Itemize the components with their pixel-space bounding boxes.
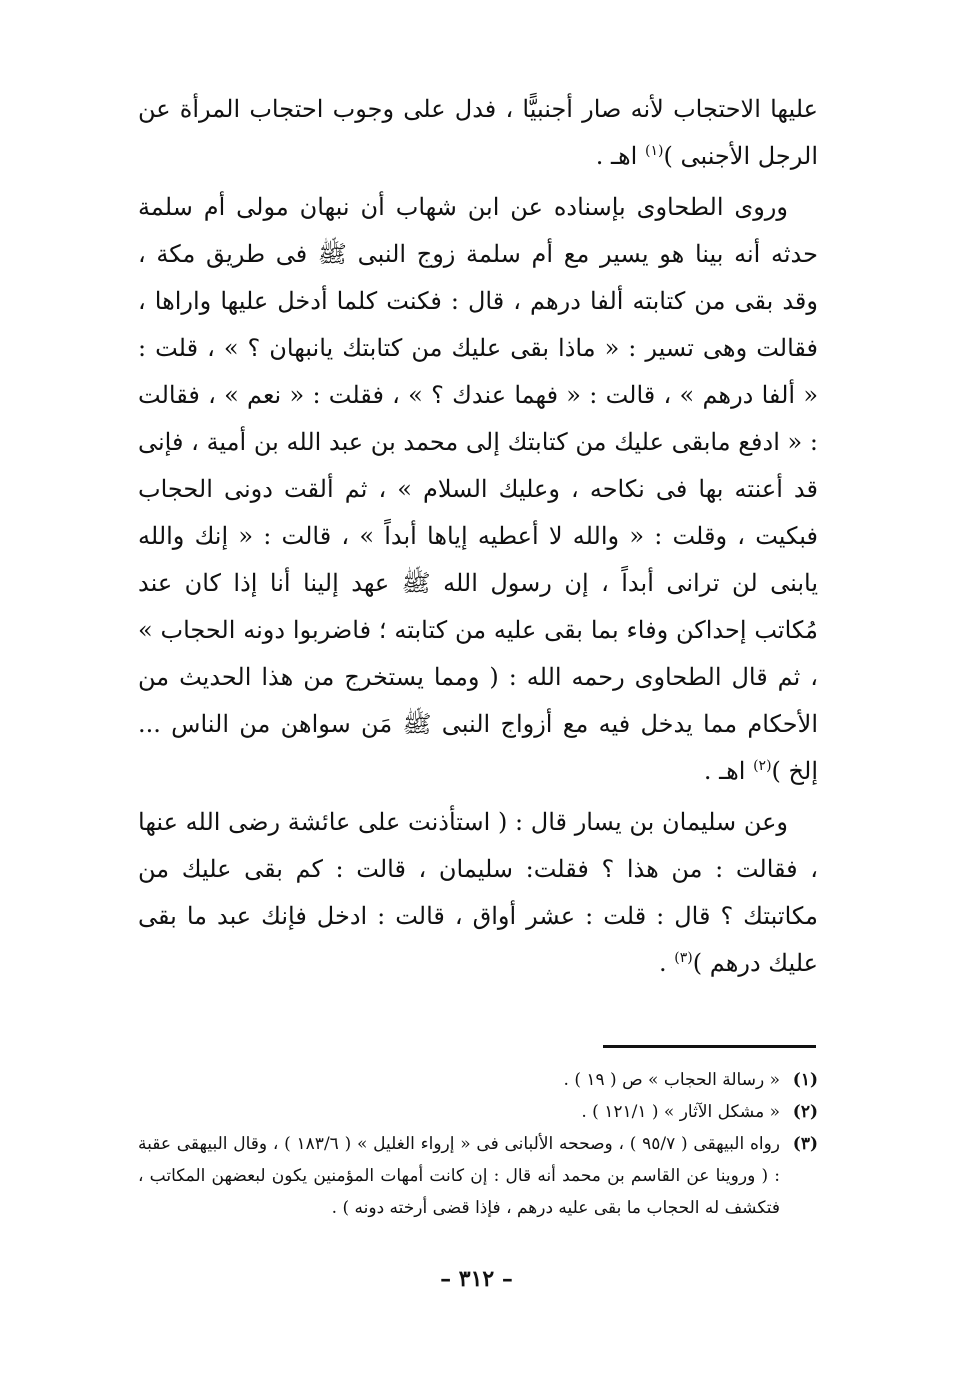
footnote-text: رواه البيهقى ( ٩٥/٧ ) ، وصححه الألبانى فى « إرواء الغليل » ( ١٨٣/٦ ) ، وقال البيهقى عقبة : ( وروينا عن القاسم بن محمد أنه قال : إن كانت أمهات المؤمنين يكون لبعضهن المكاتب ، فتكشف له الحجاب ما بقى عليه درهم ، فإذا قضى أرخته دونه ) . (138, 1134, 780, 1218)
footnote-text: « رسالة الحجاب » ص ( ١٩ ) . (563, 1070, 780, 1090)
footnote-text: « مشكل الآثار » ( ١٢١/١ ) . (581, 1102, 780, 1122)
paragraph-tail: اهـ . (703, 757, 754, 785)
paragraph-tail: . (659, 949, 675, 977)
paragraph-tail: اهـ . (595, 142, 645, 170)
footnote-2 (138, 1096, 818, 1128)
footnote-divider (603, 1045, 816, 1048)
footnotes (138, 1064, 818, 1224)
footnote-number: (٣) (792, 1134, 818, 1154)
footnote-1 (138, 1064, 818, 1096)
paragraph-1 (138, 86, 818, 180)
paragraph-text: وعن سليمان بن يسار قال : ( استأذنت على عائشة رضى الله عنها ، فقالت : من هذا ؟ فقلت: سليمان ، قالت : كم بقى عليك من مكاتبتك ؟ قال : قلت : عشر أواق ، قالت : ادخل فإنك عبد ما بقى عليك درهم ) (138, 808, 818, 977)
page-number: – ٣١٢ – (440, 1266, 513, 1292)
paragraph-text: عليها الاحتجاب لأنه صار أجنبيًّا ، فدل على وجوب احتجاب المرأة عن الرجل الأجنبى ) (138, 95, 818, 170)
footnote-ref-1[interactable]: (١) (644, 143, 664, 159)
main-text (138, 86, 818, 991)
footnote-ref-2[interactable]: (٢) (753, 758, 772, 774)
paragraph-text: وروى الطحاوى بإسناده عن ابن شهاب أن نبهان مولى أم سلمة حدثه أنه بينا هو يسير مع أم سلمة زوج النبى ﷺ فى طريق مكة ، وقد بقى من كتابته ألفا درهم ، قال : فكنت كلما أدخل عليها واراها ، فقالت وهى تسير : « ماذا بقى عليك من كتابتك يانبهان ؟ » ، قلت : « ألفا درهم » ، قالت : « فهما عندك ؟ » ، فقلت : « نعم » ، فقالت : « ادفع مابقى عليك من كتابتك إلى محمد بن عبد الله بن أمية ، فإنى قد أعنته بها فى نكاحه ، وعليك السلام » ، ثم ألقت دونى الحجاب فبكيت ، وقلت : « والله لا أعطيه إياها أبداً » ، قالت : « إنك والله يابنى لن ترانى أبداً ، إن رسول الله ﷺ عهد إلينا أنا إذا كان عند مُكاتب إحداكن وفاء بما بقى عليه من كتابته ؛ فاضربوا دونه الحجاب » ، ثم قال الطحاوى رحمه الله : ( ومما يستخرج من هذا الحديث من الأحكام مما يدخل فيه مع أزواج النبى ﷺ مَن سواهن من الناس ... إلخ ) (138, 193, 818, 785)
paragraph-2 (138, 184, 818, 795)
footnote-number: (٢) (792, 1102, 818, 1122)
paragraph-3 (138, 799, 818, 987)
footnote-3 (138, 1128, 818, 1224)
footnote-number: (١) (792, 1070, 818, 1090)
footnote-ref-3[interactable]: (٣) (674, 950, 693, 966)
